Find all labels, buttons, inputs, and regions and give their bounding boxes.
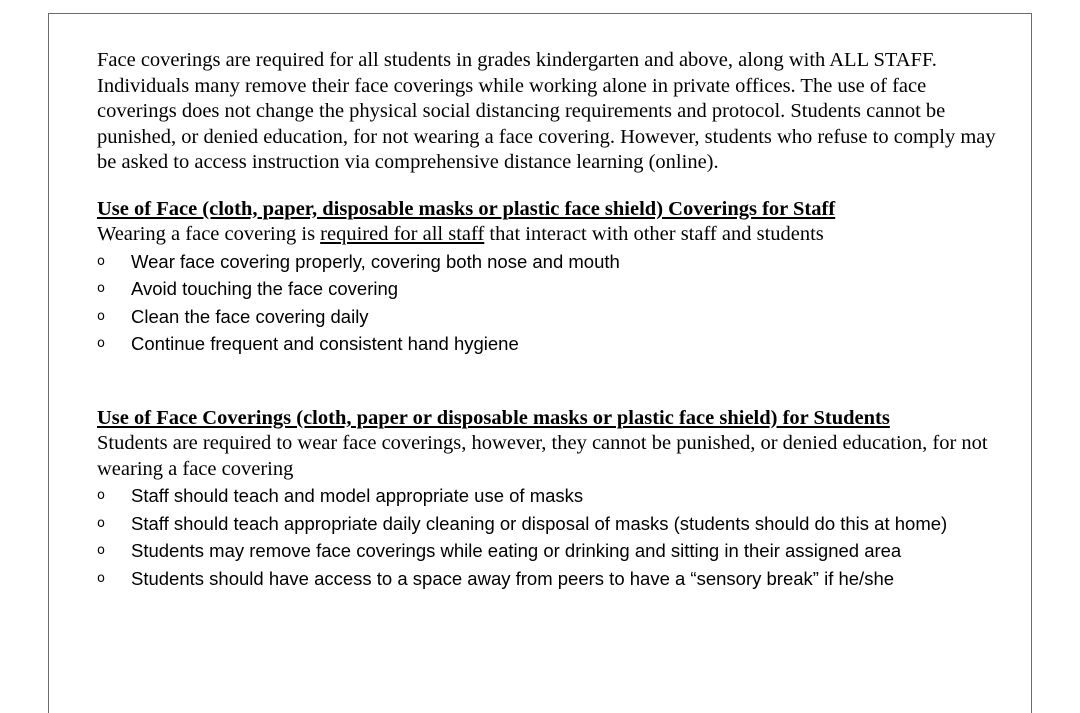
circle-bullet-icon: o <box>97 308 105 324</box>
circle-bullet-icon: o <box>97 515 105 531</box>
students-lead: Students are required to wear face coverings, however, they cannot be punished, or denied education, for not wearing a face covering <box>97 432 988 480</box>
list-item-text: Continue frequent and consistent hand hygiene <box>131 333 519 354</box>
staff-lead <box>97 222 997 248</box>
students-bullet-list <box>97 482 997 592</box>
staff-lead-underlined: required for all staff <box>320 223 485 245</box>
staff-lead-after: that interact with other staff and students <box>484 223 824 245</box>
students-heading: Use of Face Coverings (cloth, paper or disposable masks or plastic face shield) for Students <box>97 406 890 429</box>
list-item-text: Avoid touching the face covering <box>131 278 399 299</box>
list-item <box>97 248 997 276</box>
document-page <box>48 13 1032 713</box>
staff-lead-before: Wearing a face covering is <box>97 223 321 245</box>
staff-bullet-list <box>97 248 997 358</box>
circle-bullet-icon: o <box>97 336 105 351</box>
list-item <box>97 482 997 510</box>
list-item-text: Staff should teach and model appropriate use of masks <box>131 485 584 506</box>
intro-paragraph: Face coverings are required for all students in grades kindergarten and above, along with ALL STAFF. Individuals many remove their face coverings while working alone in private offices. The use of face coverings does not change the physical social distancing requirements and protocol. Students cannot be punished, or denied education, for not wearing a face covering. However, students who refuse to comply may be asked to access instruction via comprehensive distance learning (online). <box>97 49 996 173</box>
circle-bullet-icon: o <box>97 570 105 586</box>
list-item <box>97 275 997 303</box>
circle-bullet-icon: o <box>97 488 105 503</box>
list-item <box>97 303 997 331</box>
list-item-text: Clean the face covering daily <box>131 305 369 327</box>
list-item <box>97 510 997 538</box>
list-item-text: Wear face covering properly, covering both nose and mouth <box>131 250 620 272</box>
staff-heading: Use of Face (cloth, paper, disposable masks or plastic face shield) Coverings for Staff <box>97 197 836 220</box>
staff-section <box>97 197 997 358</box>
list-item <box>97 330 997 358</box>
list-item <box>97 537 997 565</box>
list-item-text: Staff should teach appropriate daily cleaning or disposal of masks (students should do this at home) <box>131 512 948 534</box>
students-section <box>97 406 997 593</box>
list-item <box>97 565 997 593</box>
list-item-text: Students may remove face coverings while eating or drinking and sitting in their assigned area <box>131 540 902 561</box>
page-content <box>97 48 997 592</box>
circle-bullet-icon: o <box>97 543 105 558</box>
circle-bullet-icon: o <box>97 281 105 296</box>
circle-bullet-icon: o <box>97 253 105 269</box>
list-item-text: Students should have access to a space away from peers to have a “sensory break” if he/she <box>131 567 895 589</box>
